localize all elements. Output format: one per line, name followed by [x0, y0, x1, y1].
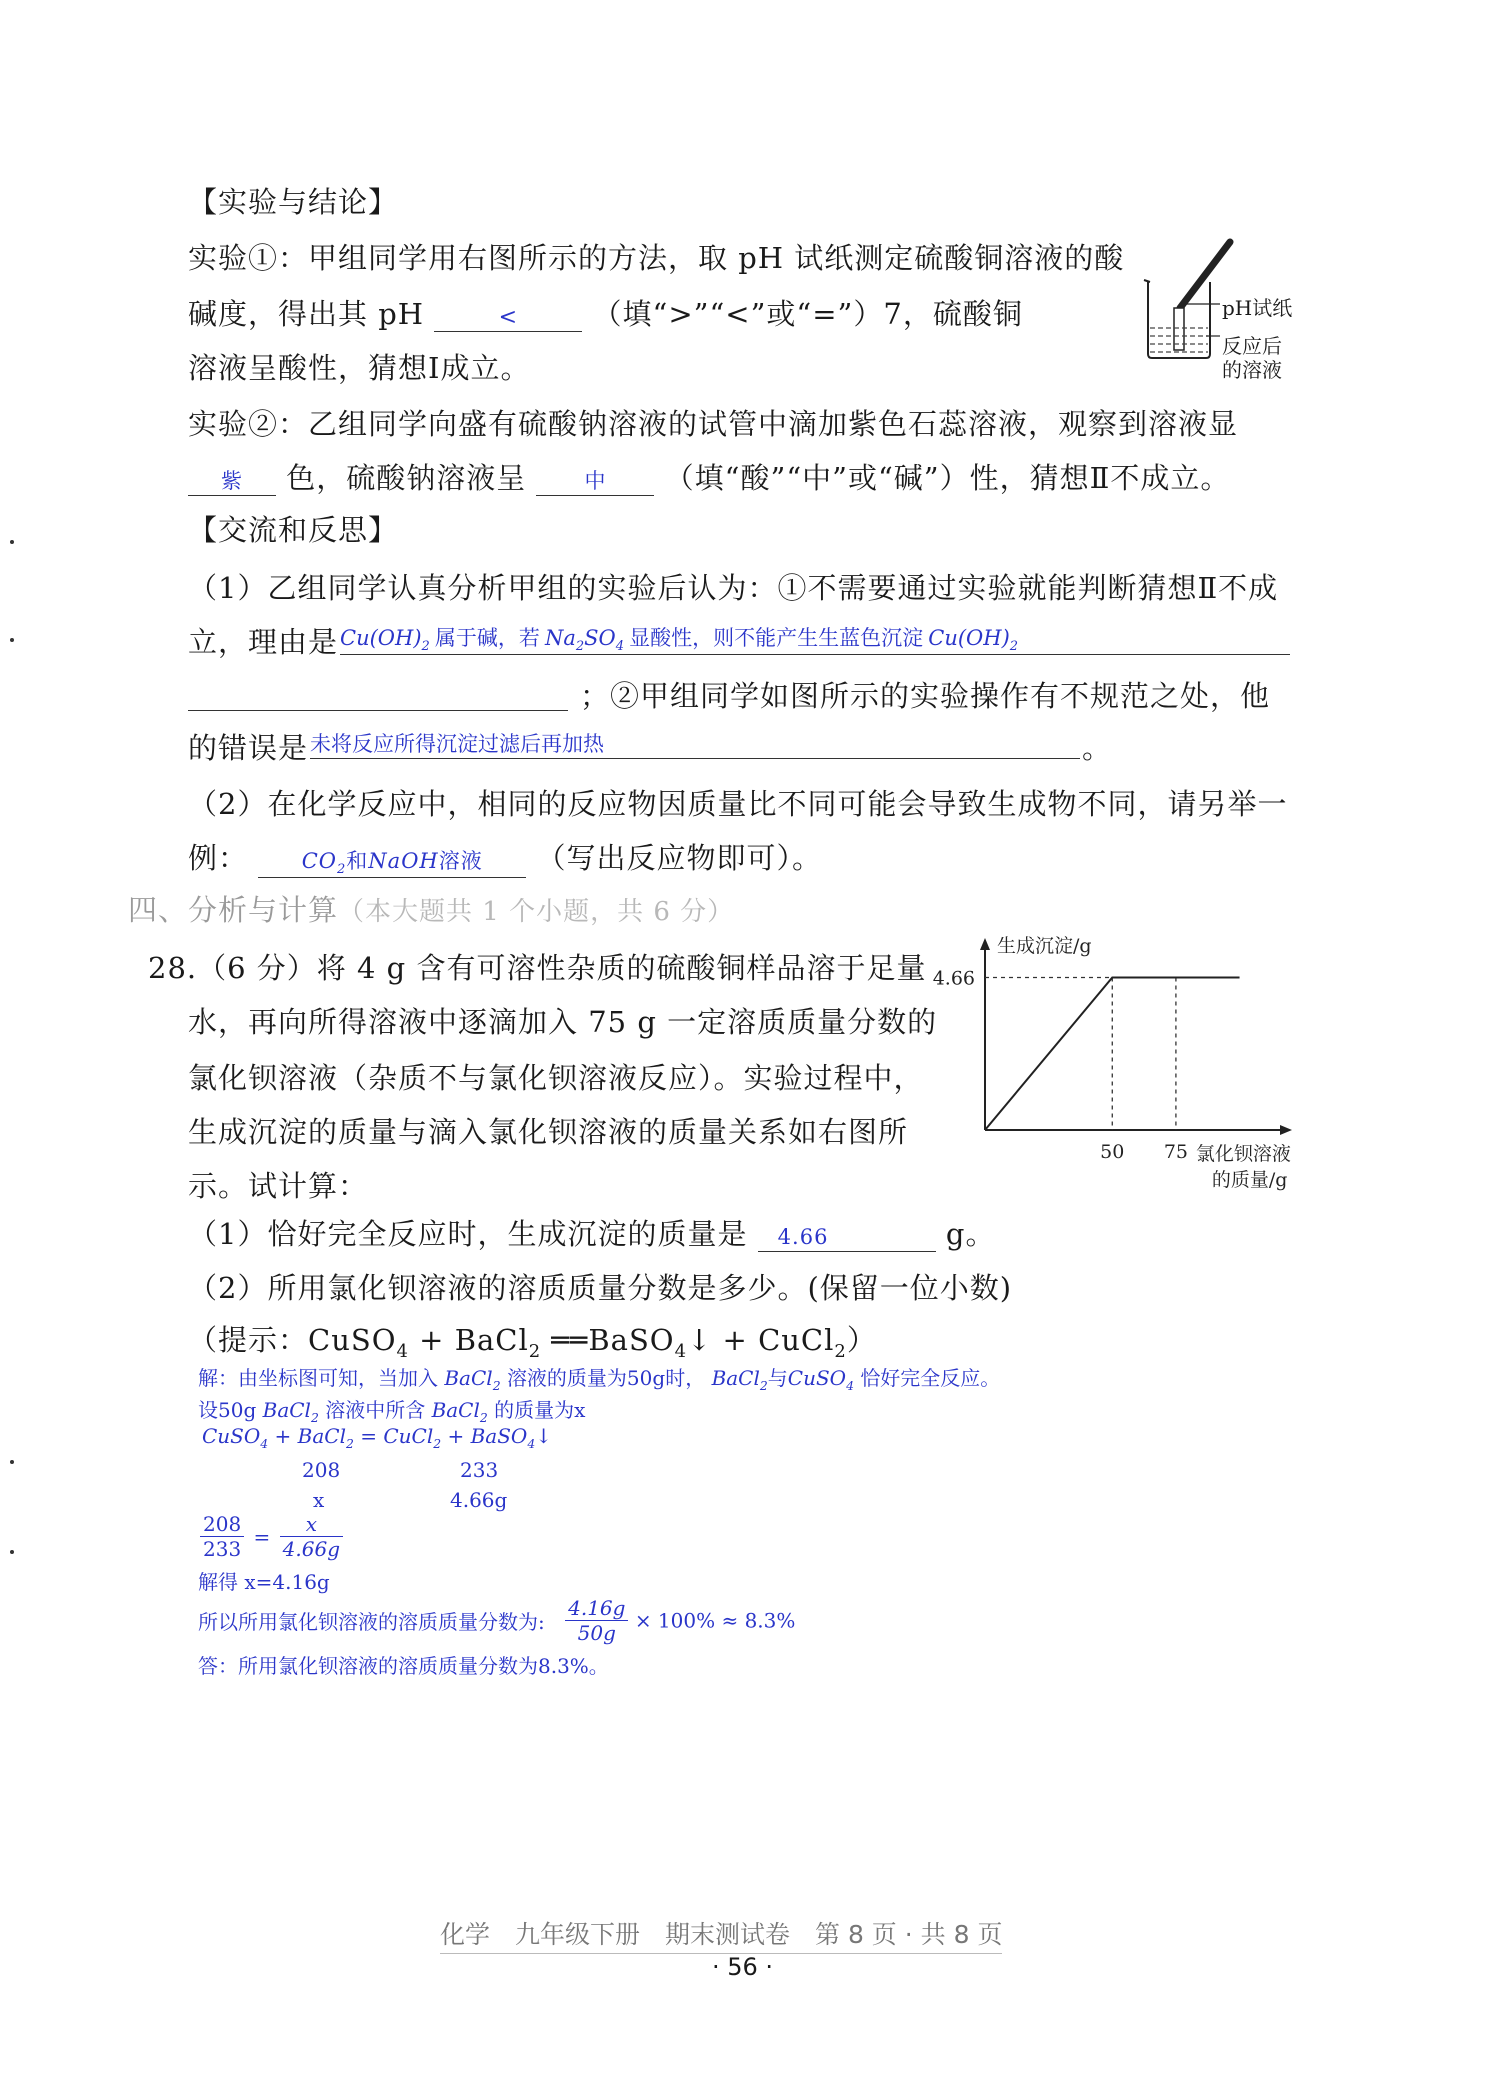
chart-guides	[985, 977, 1176, 1130]
reflection1-reason-blank-cont[interactable]	[188, 680, 568, 711]
ans-is-base: 属于碱，若	[434, 626, 540, 650]
reflection1-line1: （1）乙组同学认真分析甲组的实验后认为：①不需要通过实验就能判断猜想Ⅱ不成	[188, 571, 1279, 605]
exp2-property-answer: 中	[584, 469, 607, 493]
section-heading-experiment: 【实验与结论】	[188, 185, 399, 219]
q28-line1: 28.（6 分）将 4 g 含有可溶性杂质的硫酸铜样品溶于足量	[148, 951, 927, 985]
precipitate-chart	[930, 930, 1300, 1200]
scan-dot	[10, 1550, 14, 1554]
solution-result-x: 解得 x=4.16g	[198, 1570, 330, 1594]
chart-ylabel: 生成沉淀/g	[997, 935, 1092, 957]
scan-dot	[10, 1460, 14, 1464]
section4-heading	[128, 888, 734, 929]
exp1-line3: 溶液呈酸性，猜想Ⅰ成立。	[188, 351, 531, 385]
exp1-line1: 实验①：甲组同学用右图所示的方法，取 pH 试纸测定硫酸铜溶液的酸	[188, 241, 1125, 275]
q28-part1-blank[interactable]	[758, 1217, 936, 1252]
solution-proportion: $\frac{208}{233}$ = $\frac{x}{4.66g}$	[200, 1512, 343, 1561]
reflection1-line4-start: 的错误是	[188, 731, 309, 765]
exp1-line2-end: （填“>”“<”或“=”）7，硫酸铜	[592, 297, 1023, 331]
q28-line2: 水，再向所得溶液中逐滴加入 75 g 一定溶质质量分数的	[188, 1005, 938, 1039]
q28-part1	[188, 1212, 995, 1253]
x-axis-arrow	[1280, 1125, 1292, 1135]
scan-dot	[10, 540, 14, 544]
fraction-x-466: $\frac{x}{4.66g}$	[280, 1512, 343, 1561]
reflection2-example-blank[interactable]	[258, 841, 526, 878]
solution-molar-mass-1: 208	[302, 1458, 341, 1482]
section4-title: 四、分析与计算	[128, 893, 339, 927]
page-number: · 56 ·	[712, 1953, 774, 1981]
q28-part1-unit: g。	[945, 1217, 996, 1251]
exp1-line2-start: 碱度，得出其 pH	[188, 297, 425, 331]
fraction-208-233: $\frac{208}{233}$	[200, 1512, 244, 1561]
reflection1-reason-blank[interactable]	[340, 622, 1290, 655]
section-heading-reflection: 【交流和反思】	[188, 513, 399, 547]
y-axis-arrow	[980, 938, 990, 950]
solution-answer: 答：所用氯化钡溶液的溶质质量分数为8.3%。	[198, 1654, 609, 1678]
reflection2-line2-end: （写出反应物即可）。	[536, 841, 822, 875]
q28-part1-text: （1）恰好完全反应时，生成沉淀的质量是	[188, 1217, 748, 1251]
section4-note: （本大题共 1 个小题，共 6 分）	[338, 897, 735, 927]
y-tick-466: 4.66	[932, 967, 975, 990]
exp2-line2	[188, 456, 1230, 497]
ans-cuoh2-1: $Cu(OH)_2$	[340, 626, 430, 655]
page-footer: 化学 九年级下册 期末测试卷 第 8 页 · 共 8 页	[440, 1915, 1002, 1954]
reflection1-line4	[188, 726, 308, 767]
hint-equation: （提示：CuSO$_4$ + BaCl$_2$ ══BaSO$_4$↓ + CuCl$_2$）	[188, 1323, 877, 1362]
ans-and: 和	[346, 849, 369, 873]
solution-mass-value: 4.66g	[450, 1488, 508, 1512]
reflection2-line2	[188, 836, 822, 878]
ans-solution: 溶液	[438, 849, 483, 873]
chart-axes	[980, 938, 1292, 1135]
solution-line1: 解：由坐标图可知，当加入 BaCl$_2$ 溶液的质量为50g时， BaCl$_2$与CuSO$_4$ 恰好完全反应。	[198, 1366, 1001, 1393]
fig-label-ph-paper: pH试纸	[1222, 296, 1293, 320]
fig-label-solution-2: 的溶液	[1222, 358, 1282, 382]
exp2-color-answer: 紫	[221, 469, 243, 493]
ans-na2so4: $Na_2SO_4$	[544, 626, 625, 655]
solution-fraction-line: 所以所用氯化钡溶液的溶质质量分数为: $\frac{4.16g}{50g}$ × 100% ≈ 8.3%	[198, 1596, 796, 1645]
ans-acidic-note: 显酸性，则不能产生生蓝色沉淀	[629, 626, 924, 650]
exp1-ph-blank[interactable]	[434, 297, 582, 332]
chart-labels	[933, 935, 1291, 1191]
reflection1-line2-start: 立，理由是	[188, 625, 339, 659]
reflection2-line2-start: 例：	[188, 841, 249, 875]
q28-line4: 生成沉淀的质量与滴入氯化钡溶液的质量关系如右图所	[188, 1115, 909, 1149]
reflection1-line4-end: 。	[1082, 731, 1113, 765]
reflection1-error-answer: 未将反应所得沉淀过滤后再加热	[310, 732, 604, 756]
solution-var-x: x	[313, 1488, 325, 1512]
chart-xlabel-line2: 的质量/g	[1211, 1169, 1288, 1191]
solution-molar-mass-2: 233	[460, 1458, 499, 1482]
exp2-line2-end: （填“酸”“中”或“碱”）性，猜想Ⅱ不成立。	[664, 461, 1231, 495]
solution-line2: 设50g BaCl$_2$ 溶液中所含 BaCl$_2$ 的质量为x	[198, 1398, 586, 1425]
q28-part2: （2）所用氯化钡溶液的溶质质量分数是多少。(保留一位小数)	[188, 1271, 1013, 1305]
q28-line3: 氯化钡溶液（杂质不与氯化钡溶液反应）。实验过程中，	[188, 1061, 924, 1095]
exp1-ph-answer: <	[498, 305, 519, 330]
exp2-line2-mid: 色，硫酸钠溶液呈	[286, 461, 527, 495]
ans-cuoh2-2: $Cu(OH)_2$	[928, 626, 1019, 655]
reflection2-line1: （2）在化学反应中，相同的反应物因质量比不同可能会导致生成物不同，请另举一	[188, 787, 1288, 821]
fig-label-solution-1: 反应后	[1222, 334, 1282, 358]
reflection1-error-blank[interactable]	[310, 728, 1080, 759]
reflection1-line3: ；②甲组同学如图所示的实验操作有不规范之处，他	[580, 679, 1271, 713]
exp2-line1: 实验②：乙组同学向盛有硫酸钠溶液的试管中滴加紫色石蕊溶液，观察到溶液显	[188, 407, 1239, 441]
exp2-color-blank[interactable]	[188, 461, 276, 496]
chart-xlabel-line1: 氯化钡溶液	[1195, 1143, 1291, 1165]
q28-line5: 示。试计算：	[188, 1169, 369, 1203]
exp2-property-blank[interactable]	[536, 461, 654, 496]
fraction-416-50: $\frac{4.16g}{50g}$	[565, 1596, 628, 1645]
reflection1-line2	[188, 620, 338, 661]
exp1-line2	[188, 292, 1023, 333]
q28-part1-answer: 4.66	[777, 1225, 829, 1249]
scan-dot	[10, 638, 14, 642]
ans-co2: $CO_2$	[301, 849, 347, 878]
ans-naoh: NaOH	[368, 849, 439, 873]
x-tick-50: 50	[1100, 1141, 1125, 1163]
x-tick-75: 75	[1163, 1141, 1189, 1163]
solution-equation: CuSO$_4$ + BaCl$_2$ = CuCl$_2$ + BaSO$_4$↓	[202, 1424, 552, 1451]
